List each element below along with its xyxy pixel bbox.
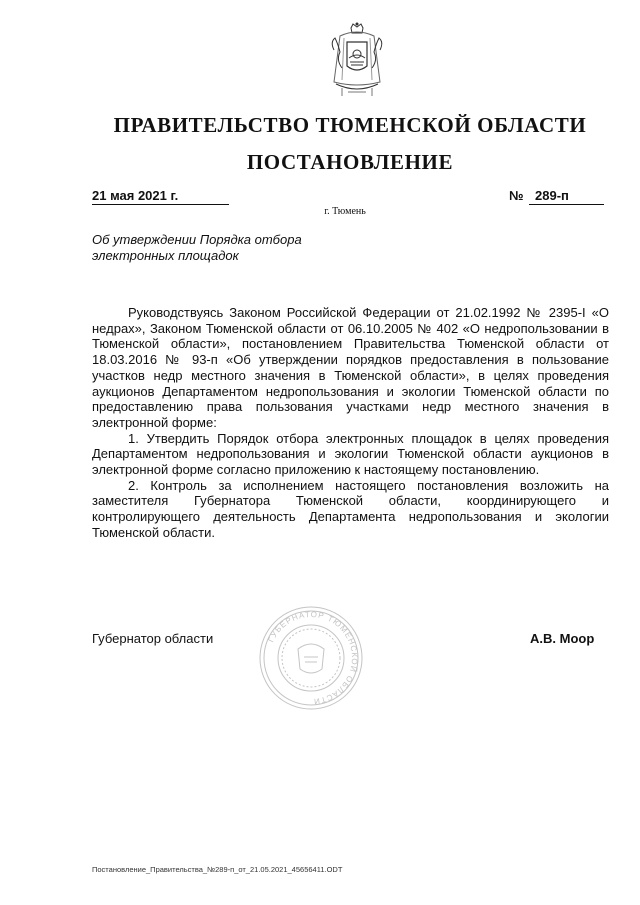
body-paragraph-item-1: 1. Утвердить Порядок отбора электронных площадок в целях проведения Департаментом недропользования и экологии Тюменской области аукционов в электронной форме согласно приложению к настоящему постановлению. (92, 430, 609, 478)
document-type-heading: ПОСТАНОВЛЕНИЕ (246, 150, 454, 174)
document-number-value: 289-п (535, 188, 569, 203)
document-date: 21 мая 2021 г. (92, 188, 229, 205)
body-paragraph-preamble: Руководствуясь Законом Российской Федерации от 21.02.1992 № 2395-I «О недрах», Законом Тюменской области от 06.10.2005 № 402 «О недропользовании в Тюменской области», постановлением Правительства Тюменской области от 18.03.2016 № 93-п «Об утверждении порядков предоставления в пользование участков недр местного значения в Тюменской области», в целях проведения аукционов Департаментом недропользования и экологии Тюменской области по предоставлению права пользования участками недр местного значения в электронной форме: (92, 305, 609, 430)
svg-text:ГУБЕРНАТОР ТЮМЕНСКОЙ ОБЛАСТИ (266, 610, 359, 706)
document-number (529, 188, 604, 205)
signer-name: А.В. Моор (530, 631, 595, 646)
body-paragraph-item-2: 2. Контроль за исполнением настоящего постановления возложить на заместителя Губернатора Тюменской области, координирующего и контролирующего деятельность Департамента недропользования и экологии Тюменской области. (92, 477, 609, 540)
signer-role: Губернатор области (92, 631, 214, 646)
subject-line: электронных площадок (92, 248, 239, 263)
number-label: № (509, 188, 524, 203)
seal-text: ГУБЕРНАТОР ТЮМЕНСКОЙ ОБЛАСТИ (266, 609, 360, 707)
subject-line: Об утверждении Порядка отбора (92, 232, 302, 247)
organization-title: ПРАВИТЕЛЬСТВО ТЮМЕНСКОЙ ОБЛАСТИ (113, 113, 587, 137)
document-body (92, 305, 609, 541)
official-seal-icon (258, 605, 364, 711)
footer-filename: Постановление_Правительства_№289-п_от_21.05.2021_45656411.ODT (92, 865, 343, 874)
coat-of-arms-icon (320, 22, 394, 102)
city-label: г. Тюмень (324, 206, 366, 217)
document-subject (92, 232, 392, 264)
